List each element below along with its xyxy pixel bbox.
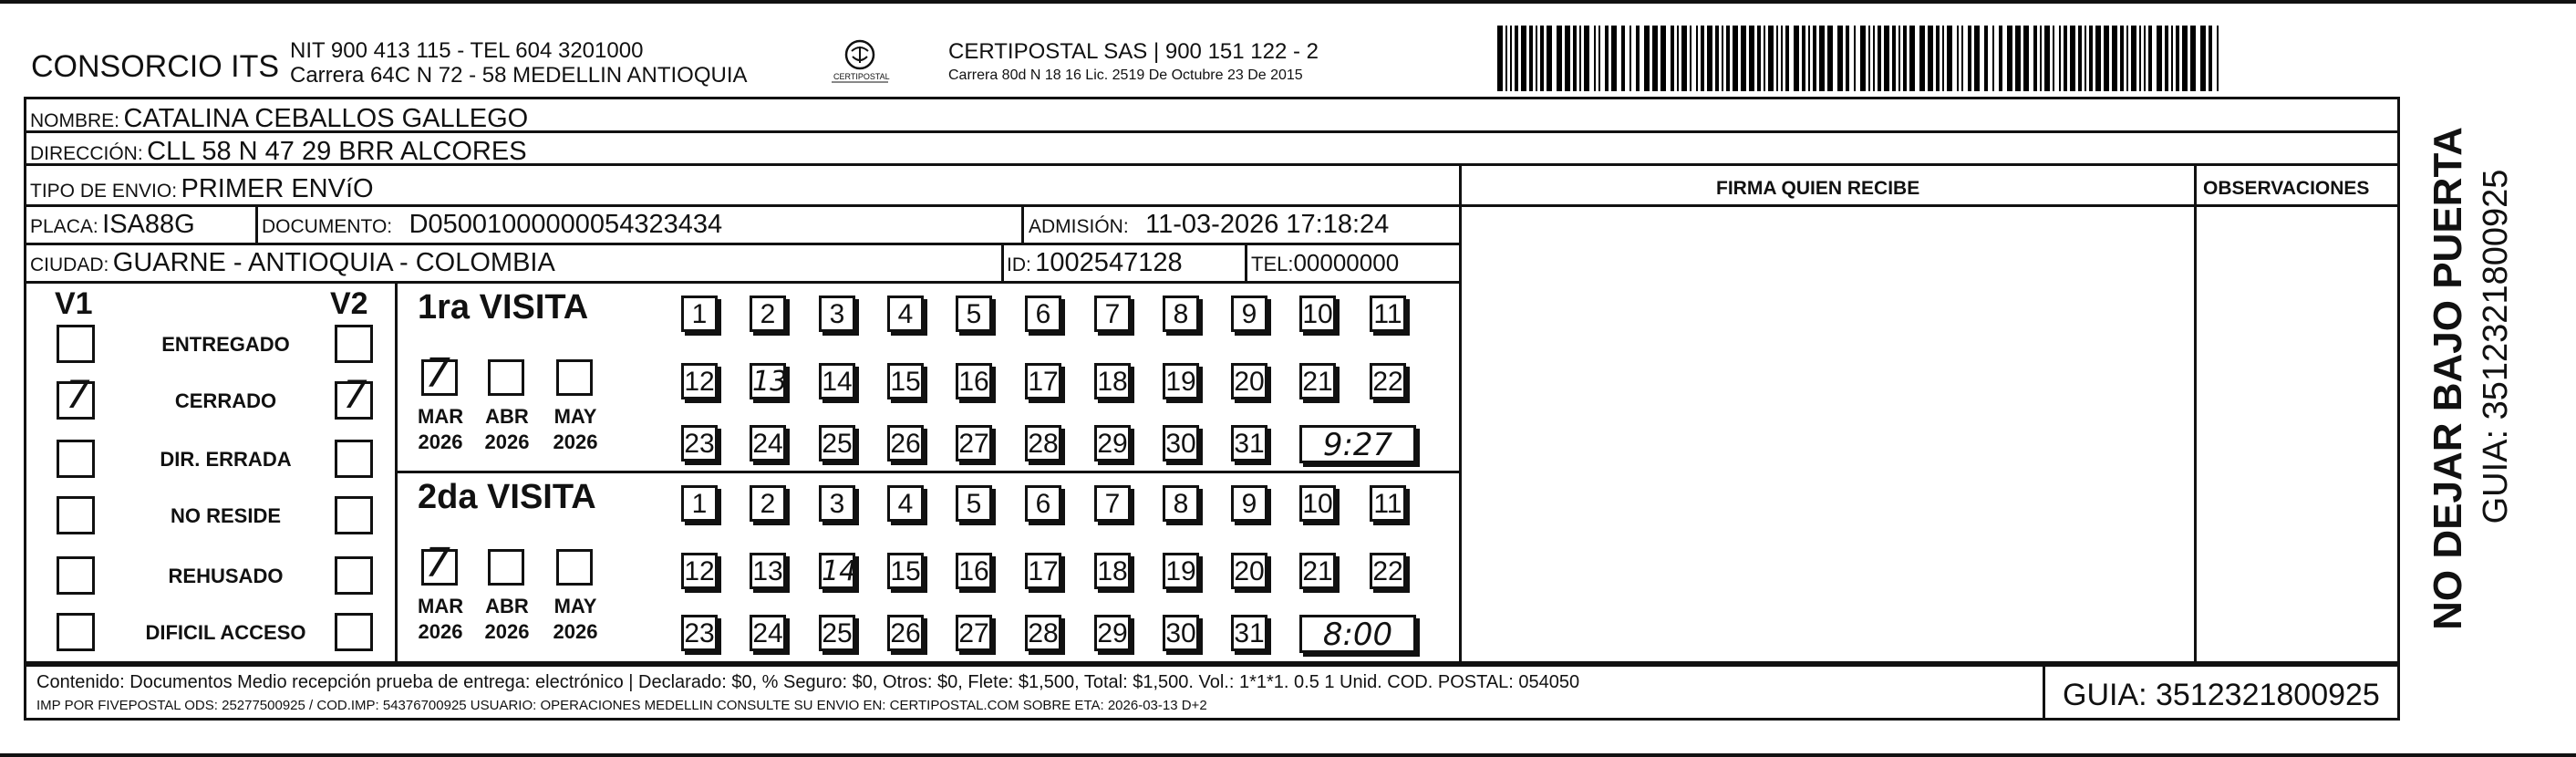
day-box[interactable]: 1 [681,296,718,332]
id-label: ID: [1007,254,1031,275]
barcode-bar [1968,26,1971,91]
barcode-bar [2089,26,2093,91]
license-line: Carrera 80d N 18 16 Lic. 2519 De Octubre 23 De 2015 [948,67,1303,83]
barcode-bar [2131,26,2136,91]
day-box[interactable]: 28 [1025,425,1061,461]
barcode-bar [1749,26,1754,91]
status-label: DIR. ERRADA [160,448,292,471]
footer-guia: GUIA: 3512321800925 [2063,678,2380,712]
tipo-row [30,176,374,202]
day-box[interactable]: 29 [1094,615,1131,651]
status-label: REHUSADO [168,565,284,587]
day-box[interactable]: 30 [1163,425,1199,461]
barcode-bar [1681,26,1687,91]
barcode-bar [2023,26,2029,91]
barcode-bar [1947,26,1952,91]
day-box-marked[interactable]: 13 [750,363,786,399]
day-box[interactable]: 12 [681,553,718,589]
barcode-bar [1547,26,1552,91]
ciudad-value: GUARNE - ANTIOQUIA - COLOMBIA [112,248,555,277]
month-checkbox[interactable] [488,549,524,586]
year-label: 2026 [553,620,598,643]
visit-title: 1ra VISITA [418,288,589,327]
barcode-bar [1579,26,1581,91]
v2-checkbox[interactable] [335,496,373,534]
barcode-bar [2144,26,2146,91]
barcode-bar [2053,26,2054,91]
day-box[interactable]: 26 [887,615,924,651]
admision-row [1029,212,1389,238]
barcode-bar [1594,26,1596,91]
barcode-bar [1909,26,1915,91]
barcode-bar [1827,26,1833,91]
nit-line: NIT 900 413 115 - TEL 604 3201000 [290,38,644,63]
status-label: CERRADO [174,389,277,412]
barcode-bar [2157,26,2162,91]
status-label: ENTREGADO [161,333,290,356]
barcode-bar [1677,26,1679,91]
day-box[interactable]: 3 [819,296,855,332]
v2-check-mark: 7 [343,372,367,417]
nombre-label: NOMBRE: [30,110,120,131]
barcode-bar [1802,26,1805,91]
barcode-bar [2165,26,2168,91]
v1-checkbox[interactable] [57,556,95,595]
day-box[interactable]: 14 [819,363,855,399]
day-box[interactable]: 7 [1094,296,1131,332]
v2-header: V2 [330,286,368,321]
day-box-marked[interactable]: 14 [819,553,855,589]
day-box[interactable]: 18 [1094,363,1131,399]
day-box[interactable]: 19 [1163,363,1199,399]
day-box[interactable]: 6 [1025,485,1061,522]
column-divider [1459,163,1462,664]
day-box[interactable]: 9 [1231,296,1267,332]
side-guia: GUIA: 3512321800925 [2477,169,2515,524]
day-box[interactable]: 5 [956,485,992,522]
barcode-bar [1984,26,1988,91]
barcode-bar [1671,26,1674,91]
year-label: 2026 [418,430,463,453]
barcode-bar [1919,26,1925,91]
day-box[interactable]: 1 [681,485,718,522]
day-box[interactable]: 27 [956,425,992,461]
barcode-bar [1884,26,1889,91]
day-box[interactable]: 31 [1231,615,1267,651]
documento-value: D05001000000054323434 [409,210,723,239]
month-label: MAY [553,405,597,428]
barcode-bar [1837,26,1843,91]
barcode-bar [1776,26,1778,91]
barcode-bar [2059,26,2061,91]
barcode-bar [2015,26,2021,91]
barcode-bar [1898,26,1900,91]
barcode-bar [1573,26,1577,91]
day-box[interactable]: 10 [1299,485,1336,522]
day-box[interactable]: 21 [1299,363,1336,399]
barcode-bar [1529,26,1533,91]
barcode-bar [2139,26,2141,91]
admision-value: 11-03-2026 17:18:24 [1145,210,1390,239]
barcode-bar [1860,26,1866,91]
barcode-bar [2064,26,2067,91]
certipostal-line: CERTIPOSTAL SAS | 900 151 122 - 2 [948,39,1319,64]
form-frame [24,97,2400,664]
barcode-bar [1892,26,1896,91]
cell-divider [1021,204,1024,243]
barcode-bar [1846,26,1849,91]
tel-value: 00000000 [1293,249,1400,276]
day-box[interactable]: 5 [956,296,992,332]
logo-text: CERTIPOSTAL [833,72,890,81]
company-name: CONSORCIO ITS [31,49,280,84]
bottom-border [0,753,2576,757]
barcode-bar [1660,26,1666,91]
barcode-bar [1565,26,1570,91]
year-label: 2026 [553,430,598,453]
barcode-bar [2070,26,2075,91]
placa-value: ISA88G [102,210,195,239]
month-label: MAR [418,405,464,428]
barcode-bar [1644,26,1650,91]
barcode-bar [1629,26,1631,91]
v1-checkbox[interactable] [57,613,95,651]
barcode-bar [2112,26,2117,91]
day-box[interactable]: 11 [1370,296,1406,332]
month-label: MAR [418,595,464,617]
v1-check-mark: 7 [66,372,90,417]
barcode-bar [1536,26,1537,91]
footer-print-line: IMP POR FIVEPOSTAL ODS: 25277500925 / COD.IMP: 54376700925 USUARIO: OPERACIONES MEDELLIN CONSULTE SU ENVIO EN: CERTIPOSTAL.COM SOBRE ETA: 2026-03-13 D+2 [36,698,1207,713]
barcode-bar [1505,26,1507,91]
day-box[interactable]: 28 [1025,615,1061,651]
barcode-bar [1961,26,1963,91]
barcode-bar [1942,26,1944,91]
day-box[interactable]: 2 [750,485,786,522]
barcode-bar [2078,26,2082,91]
day-box[interactable]: 3 [819,485,855,522]
direccion-value: CLL 58 N 47 29 BRR ALCORES [147,137,527,166]
firma-label: FIRMA QUIEN RECIBE [1716,178,1920,199]
day-box[interactable]: 23 [681,615,718,651]
day-box[interactable]: 25 [819,615,855,651]
company-address: Carrera 64C N 72 - 58 MEDELLIN ANTIOQUIA [290,63,748,88]
barcode-bar [1636,26,1640,91]
barcode-bar [2104,26,2109,91]
month-checkbox[interactable] [488,359,524,396]
barcode-bar [1764,26,1765,91]
day-box[interactable]: 8 [1163,296,1199,332]
barcode-bar [1757,26,1761,91]
barcode-bar [2182,26,2188,91]
documento-row [262,212,722,238]
day-box[interactable]: 29 [1094,425,1131,461]
barcode-bar [1515,26,1518,91]
barcode-bar [1878,26,1881,91]
nombre-value: CATALINA CEBALLOS GALLEGO [123,104,529,133]
day-box[interactable]: 20 [1231,363,1267,399]
day-box[interactable]: 18 [1094,553,1131,589]
day-box[interactable]: 13 [750,553,786,589]
cell-divider [1001,243,1004,281]
month-check-mark: 7 [425,540,450,586]
barcode-bar [1521,26,1526,91]
status-label: DIFICIL ACCESO [145,621,306,644]
day-box[interactable]: 30 [1163,615,1199,651]
barcode-bar [1868,26,1870,91]
barcode-bar [1808,26,1810,91]
visit-divider [395,471,1459,473]
tel-row [1251,251,1399,275]
time-box[interactable]: 9:27 [1299,425,1416,463]
barcode-bar [1781,26,1783,91]
barcode-bar [2085,26,2086,91]
barcode-bar [2040,26,2042,91]
barcode-bar [1726,26,1730,91]
v2-checkbox[interactable] [335,325,373,363]
barcode-bar [2120,26,2124,91]
barcode-bar [2044,26,2050,91]
month-label: MAY [553,595,597,617]
barcode-bar [1873,26,1875,91]
barcode-bar [1701,26,1704,91]
day-box[interactable]: 21 [1299,553,1336,589]
observaciones-label: OBSERVACIONES [2203,178,2370,199]
month-label: ABR [485,595,529,617]
barcode-bar [2095,26,2101,91]
day-box[interactable]: 16 [956,553,992,589]
day-box[interactable]: 23 [681,425,718,461]
barcode-bar [1715,26,1719,91]
barcode-bar [2217,26,2219,91]
admision-label: ADMISIÓN: [1029,216,1129,237]
barcode-bar [1510,26,1512,91]
row-divider [1459,204,2400,207]
month-label: ABR [485,405,529,428]
tipo-label: TIPO DE ENVIO: [30,181,178,202]
column-divider [2194,163,2197,664]
footer-content-line: Contenido: Documentos Medio recepción prueba de entrega: electrónico | Declarado: $0, % Seguro: $0, Otros: $0, Flete: $1,500, Total: $1,500. Vol.: 1*1*1. 0.5 1 Unid. COD. POSTAL: 054050 [36,672,1580,692]
day-box[interactable]: 15 [887,363,924,399]
status-label: NO RESIDE [170,504,282,527]
barcode-bar [1605,26,1609,91]
time-box[interactable]: 8:00 [1299,615,1416,653]
barcode-bar [2209,26,2212,91]
barcode-bar [1936,26,1940,91]
barcode-bar [1652,26,1658,91]
day-box[interactable]: 7 [1094,485,1131,522]
day-box[interactable]: 22 [1370,363,1406,399]
day-box[interactable]: 8 [1163,485,1199,522]
cell-divider [1245,243,1247,281]
direccion-row [30,139,527,165]
row-divider [24,243,1459,245]
barcode-bar [1584,26,1589,91]
barcode-bar [1690,26,1691,91]
v1-checkbox[interactable] [57,440,95,478]
barcode-bar [1621,26,1625,91]
v2-checkbox[interactable] [335,556,373,595]
year-label: 2026 [418,620,463,643]
direccion-label: DIRECCIÓN: [30,143,143,164]
barcode-bar [1974,26,1980,91]
placa-row [30,212,195,238]
day-box[interactable]: 10 [1299,296,1336,332]
day-box[interactable]: 4 [887,485,924,522]
year-label: 2026 [484,430,530,453]
barcode-bar [1598,26,1600,91]
barcode-bar [1928,26,1933,91]
placa-label: PLACA: [30,216,98,237]
top-border [0,0,2576,4]
barcode-bar [1696,26,1698,91]
barcode-bar [2126,26,2128,91]
month-checkbox[interactable] [556,549,593,586]
barcode-bar [1611,26,1617,91]
day-box[interactable]: 15 [887,553,924,589]
barcode-bar [2033,26,2037,91]
day-box[interactable]: 19 [1163,553,1199,589]
barcode-bar [2176,26,2179,91]
id-row [1007,250,1183,276]
barcode-bar [1785,26,1789,91]
v1-header: V1 [55,286,93,321]
day-box[interactable]: 6 [1025,296,1061,332]
v1-checkbox[interactable] [57,496,95,534]
day-box[interactable]: 27 [956,615,992,651]
barcode-bar [2171,26,2173,91]
id-value: 1002547128 [1035,248,1183,277]
barcode-bar [2007,26,2012,91]
barcode-bar [2200,26,2206,91]
barcode-bar [1854,26,1856,91]
visit-title: 2da VISITA [418,478,596,516]
day-box[interactable]: 20 [1231,553,1267,589]
barcode-bar [1722,26,1723,91]
barcode-bar [1540,26,1544,91]
v2-checkbox[interactable] [335,613,373,651]
ciudad-label: CIUDAD: [30,254,109,275]
barcode-bar [1957,26,1959,91]
barcode-bar [1992,26,1994,91]
barcode-bar [1903,26,1907,91]
barcode-bar [1497,26,1503,91]
barcode-bar [1819,26,1825,91]
day-box[interactable]: 26 [887,425,924,461]
ciudad-row [30,250,555,276]
day-box[interactable]: 22 [1370,553,1406,589]
barcode-bar [1999,26,2002,91]
day-box[interactable]: 4 [887,296,924,332]
certipostal-logo [828,36,892,89]
barcode-bar [1733,26,1738,91]
barcode-bar [1557,26,1562,91]
day-box[interactable]: 12 [681,363,718,399]
v2-checkbox[interactable] [335,440,373,478]
day-box[interactable]: 31 [1231,425,1267,461]
row-divider [24,281,1459,284]
barcode-bar [1794,26,1799,91]
day-box[interactable]: 24 [750,615,786,651]
nombre-row [30,106,528,132]
day-box[interactable]: 17 [1025,363,1061,399]
day-box[interactable]: 2 [750,296,786,332]
barcode [1497,26,2223,91]
day-box[interactable]: 25 [819,425,855,461]
year-label: 2026 [484,620,530,643]
barcode-bar [2148,26,2152,91]
documento-label: DOCUMENTO: [262,216,393,237]
barcode-bar [2190,26,2196,91]
row-divider [24,204,1459,207]
month-checkbox[interactable] [556,359,593,396]
barcode-bar [1813,26,1816,91]
side-warning: NO DEJAR BAJO PUERTA [2426,127,2470,630]
day-box[interactable]: 16 [956,363,992,399]
day-box[interactable]: 24 [750,425,786,461]
day-box[interactable]: 17 [1025,553,1061,589]
month-check-mark: 7 [425,350,450,397]
tel-label: TEL: [1251,253,1294,275]
barcode-bar [1768,26,1774,91]
barcode-bar [1741,26,1746,91]
v1-checkbox[interactable] [57,325,95,363]
day-box[interactable]: 11 [1370,485,1406,522]
tipo-value: PRIMER ENVíO [181,174,374,203]
barcode-bar [1707,26,1712,91]
day-box[interactable]: 9 [1231,485,1267,522]
cell-divider [255,204,258,243]
